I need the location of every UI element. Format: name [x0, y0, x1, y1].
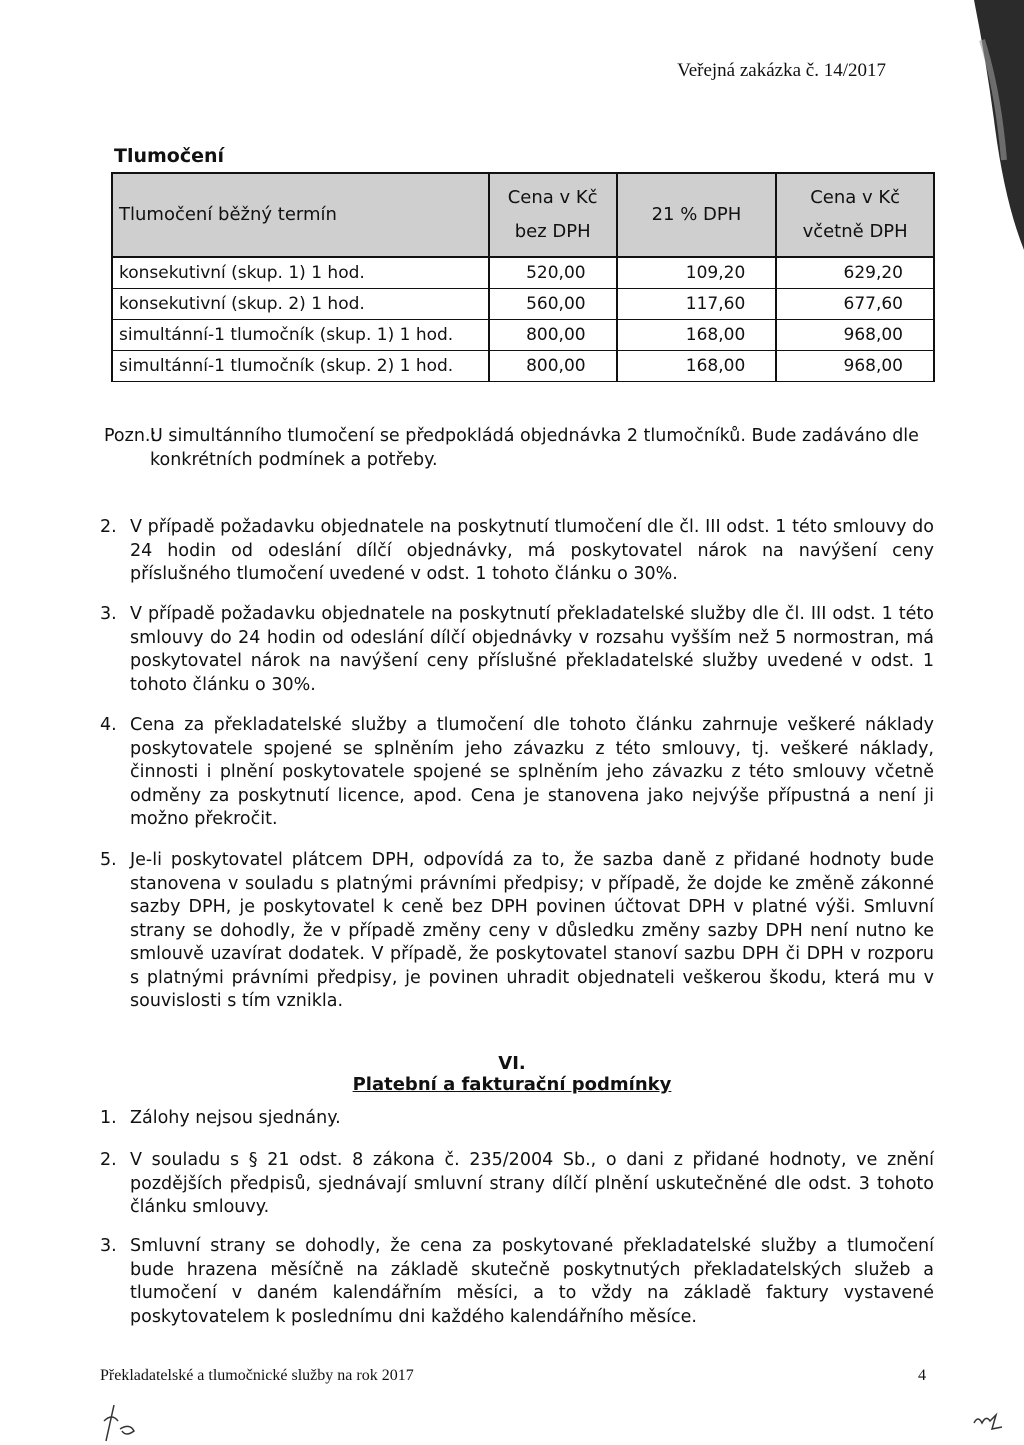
- paragraph-5: [100, 849, 934, 1014]
- table-row: [112, 320, 934, 351]
- table-cell: 520,00: [489, 257, 617, 289]
- page-number: 4: [918, 1367, 926, 1384]
- scan-shadow-edge: [964, 0, 1024, 250]
- table-row: [112, 257, 934, 289]
- item-number: 3.: [100, 1236, 117, 1256]
- note-text: U simultánního tlumočení se předpokládá objednávka 2 tlumočníků. Bude zadáváno dle konkrétních podmínek a potřeby.: [150, 426, 919, 470]
- table-header-row: [112, 173, 934, 257]
- note-label: Pozn.:: [104, 426, 157, 446]
- table-header-text: 21 % DPH: [651, 204, 742, 225]
- table-header-text: Cena v Kč: [810, 187, 901, 208]
- paragraph-number: 4.: [100, 715, 117, 735]
- paragraph-number: 5.: [100, 850, 117, 870]
- table-cell: simultánní-1 tlumočník (skup. 2) 1 hod.: [112, 351, 489, 382]
- table-cell: 117,60: [617, 289, 777, 320]
- handwritten-initials-right: [972, 1409, 1006, 1433]
- table-cell: 968,00: [776, 320, 934, 351]
- table-cell: konsekutivní (skup. 1) 1 hod.: [112, 257, 489, 289]
- table-header-text: včetně DPH: [802, 221, 908, 242]
- table-note: [104, 424, 940, 472]
- table-cell: 560,00: [489, 289, 617, 320]
- section-vi-item-2: [100, 1149, 934, 1220]
- paragraph-text: V případě požadavku objednatele na poskytnutí překladatelské služby dle čl. III odst. 1 této smlouvy do 24 hodin od odeslání dílčí objednávky v rozsahu vyšším než 5 normostran, má poskytovatel nárok na navýšení ceny příslušné překladatelské služby uvedené v odst. 1 tohoto článku o 30%.: [130, 604, 934, 695]
- section-vi-number: VI.: [498, 1053, 526, 1074]
- table-header-text: Tlumočení běžný termín: [119, 204, 337, 225]
- table-header-cell: [489, 173, 617, 257]
- table-cell: 800,00: [489, 320, 617, 351]
- table-cell: 168,00: [617, 320, 777, 351]
- table-header-cell: [776, 173, 934, 257]
- section-vi-item-1: [100, 1107, 934, 1131]
- paragraph-2: [100, 516, 934, 587]
- paragraph-3: [100, 603, 934, 697]
- table-row: [112, 351, 934, 382]
- table-header-cell: [112, 173, 489, 257]
- paragraph-text: V případě požadavku objednatele na poskytnutí tlumočení dle čl. III odst. 1 této smlouvy do 24 hodin od odeslání dílčí objednávky, má poskytovatel nárok na navýšení ceny příslušného tlumočení uvedené v odst. 1 tohoto článku o 30%.: [130, 517, 934, 584]
- paragraph-4: [100, 714, 934, 832]
- table-cell: 800,00: [489, 351, 617, 382]
- item-text: Smluvní strany se dohodly, že cena za poskytované překladatelské služby a tlumočení bude hrazena měsíčně na základě skutečně poskytnutých překladatelských služeb a tlumočení v daném kalendářním měsíci, a to vždy na základě faktury vystavené poskytovatelem k poslednímu dni každého kalendářního měsíce.: [130, 1236, 934, 1327]
- table-header-cell: [617, 173, 777, 257]
- table-cell: 629,20: [776, 257, 934, 289]
- paragraph-number: 3.: [100, 604, 117, 624]
- paragraph-text: Je-li poskytovatel plátcem DPH, odpovídá za to, že sazba daně z přidané hodnoty bude stanovena v souladu s platnými právními předpisy; v případě, že dojde ke změně zákonné sazby DPH, je poskytovatel k ceně bez DPH povinen účtovat DPH v platné výši. Smluvní strany se dohodly, že v případě změny ceny v důsledku změny sazby DPH není nutno ke smlouvě uzavírat dodatek. V případě, že poskytovatel stanoví sazbu DPH či DPH v rozporu s platnými právními předpisy, je povinen uhradit objednateli veškerou škodu, která mu v souvislosti s tím vznikla.: [130, 850, 934, 1011]
- table-row: [112, 289, 934, 320]
- item-text: Zálohy nejsou sjednány.: [130, 1108, 341, 1128]
- table-cell: 968,00: [776, 351, 934, 382]
- table-cell: simultánní-1 tlumočník (skup. 1) 1 hod.: [112, 320, 489, 351]
- table-header-text: Cena v Kč: [507, 187, 598, 208]
- price-table: [111, 172, 935, 382]
- item-text: V souladu s § 21 odst. 8 zákona č. 235/2004 Sb., o dani z přidané hodnoty, ve znění pozdějších předpisů, sjednávají smluvní strany dílčí plnění uskutečněné dle odst. 3 tohoto článku smlouvy.: [130, 1150, 934, 1217]
- footer-title: Překladatelské a tlumočnické služby na rok 2017: [100, 1367, 414, 1384]
- handwritten-initials-left: [100, 1403, 140, 1443]
- item-number: 2.: [100, 1150, 117, 1170]
- document-reference: Veřejná zakázka č. 14/2017: [677, 60, 886, 81]
- table-cell: konsekutivní (skup. 2) 1 hod.: [112, 289, 489, 320]
- paragraph-number: 2.: [100, 517, 117, 537]
- table-cell: 168,00: [617, 351, 777, 382]
- table-cell: 677,60: [776, 289, 934, 320]
- section-title: Tlumočení: [114, 145, 225, 167]
- section-vi-item-3: [100, 1235, 934, 1329]
- section-vi-title: Platební a fakturační podmínky: [352, 1074, 672, 1095]
- paragraph-text: Cena za překladatelské služby a tlumočení dle tohoto článku zahrnuje veškeré náklady poskytovatele spojené se splněním jeho závazku z této smlouvy, tj. veškeré náklady, činnosti i plnění poskytovatele spojené se splněním jeho závazku z této smlouvy včetně odměny za poskytnutí licence, apod. Cena je stanovena jako nejvýše přípustná a není ji možno překročit.: [130, 715, 934, 829]
- table-cell: 109,20: [617, 257, 777, 289]
- item-number: 1.: [100, 1108, 117, 1128]
- table-header-text: bez DPH: [514, 221, 591, 242]
